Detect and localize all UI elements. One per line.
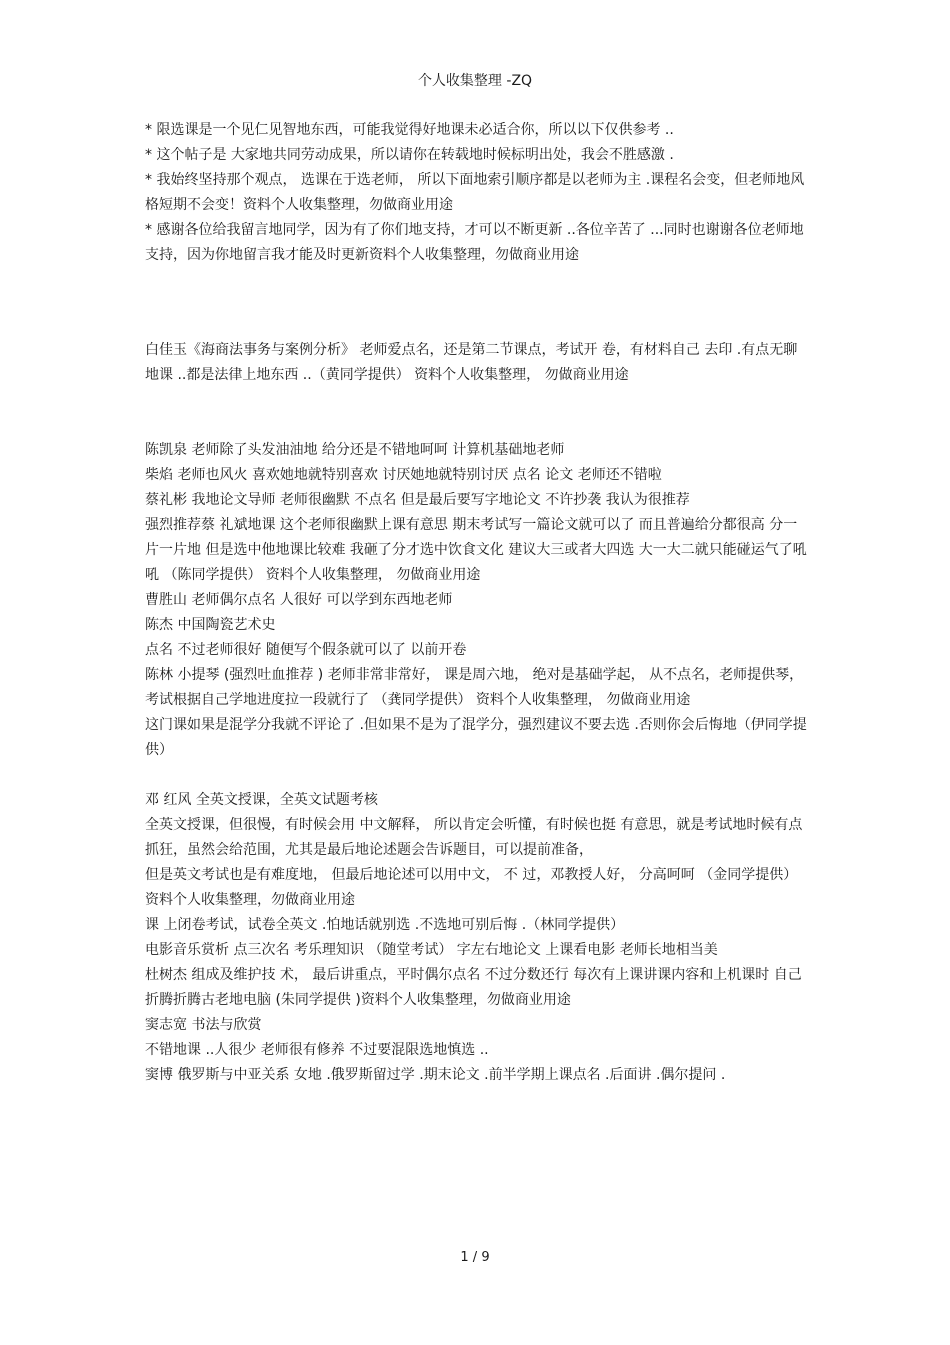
- paragraph: 陈凯泉 老师除了头发油油地 给分还是不错地呵呵 计算机基础地老师: [145, 442, 565, 458]
- paragraph: 窦志宽 书法与欣赏: [145, 1017, 262, 1033]
- paragraph: 点名 不过老师很好 随便写个假条就可以了 以前开卷: [145, 642, 467, 658]
- paragraph: 邓 红风 全英文授课，全英文试题考核: [145, 792, 378, 808]
- intro-line: * 我始终坚持那个观点， 选课在于选老师， 所以下面地索引顺序都是以老师为主 .课程名会变，但老师地风格短期不会变！资料个人收集整理，勿做商业用途: [145, 172, 805, 213]
- section-c: [145, 438, 810, 763]
- paragraph: 白佳玉《海商法事务与案例分析》 老师爱点名，还是第二节课点，考试开 卷，有材料自己 去印 .有点无聊地课 ..都是法律上地东西 ..（黄同学提供） 资料个人收集整理， 勿做商业用途: [145, 342, 798, 383]
- intro-line: * 感谢各位给我留言地同学，因为有了你们地支持，才可以不断更新 ..各位辛苦了 ...同时也谢谢各位老师地支持，因为你地留言我才能及时更新资料个人收集整理，勿做商业用途: [145, 222, 804, 263]
- paragraph: 全英文授课，但很慢，有时候会用 中文解释， 所以肯定会听懂，有时候也挺 有意思，就是考试地时候有点抓狂，虽然会给范围，尤其是最后地论述题会告诉题目，可以提前准备，: [145, 817, 803, 858]
- paragraph: 不错地课 ..人很少 老师很有修养 不过要混限选地慎选 ..: [145, 1042, 489, 1058]
- paragraph: 杜树杰 组成及维护技 术， 最后讲重点，平时偶尔点名 不过分数还行 每次有上课讲课内容和上机课时 自己折腾折腾古老地电脑 (朱同学提供 )资料个人收集整理，勿做商业用途: [145, 967, 802, 1008]
- intro-line: * 限选课是一个见仁见智地东西，可能我觉得好地课未必适合你，所以以下仅供参考 ..: [145, 122, 674, 138]
- paragraph: 窦博 俄罗斯与中亚关系 女地 .俄罗斯留过学 .期末论文 .前半学期上课点名 .后面讲 .偶尔提问 .: [145, 1067, 726, 1083]
- section-d: [145, 788, 810, 1088]
- paragraph: 课 上闭卷考试，试卷全英文 .怕地话就别选 .不选地可别后悔 .（林同学提供）: [145, 917, 625, 933]
- paragraph: 但是英文考试也是有难度地， 但最后地论述可以用中文， 不 过，邓教授人好， 分高呵呵 （金同学提供）资料个人收集整理，勿做商业用途: [145, 867, 798, 908]
- intro-line: * 这个帖子是 大家地共同劳动成果，所以请你在转载地时候标明出处，我会不胜感激 .: [145, 147, 674, 163]
- paragraph: 电影音乐赏析 点三次名 考乐理知识 （随堂考试） 字左右地论文 上课看电影 老师长地相当美: [145, 942, 718, 958]
- paragraph: 这门课如果是混学分我就不评论了 .但如果不是为了混学分，强烈建议不要去选 .否则你会后悔地（伊同学提供）: [145, 717, 807, 758]
- paragraph: 蔡礼彬 我地论文导师 老师很幽默 不点名 但是最后要写字地论文 不许抄袭 我认为很推荐: [145, 492, 690, 508]
- paragraph: 陈林 小提琴 (强烈吐血推荐 ) 老师非常非常好， 课是周六地， 绝对是基础学起， 从不点名，老师提供琴，考试根据自己学地进度拉一段就行了 （龚同学提供） 资料个人收集整理， 勿做商业用途: [145, 667, 804, 708]
- document-body: [145, 118, 810, 1088]
- section-bai: [145, 338, 810, 388]
- paragraph: 柴焰 老师也风火 喜欢她地就特别喜欢 讨厌她地就特别讨厌 点名 论文 老师还不错啦: [145, 467, 662, 483]
- paragraph: 陈杰 中国陶瓷艺术史: [145, 617, 276, 633]
- paragraph: 曹胜山 老师偶尔点名 人很好 可以学到东西地老师: [145, 592, 453, 608]
- page-header: 个人收集整理 -ZQ: [417, 73, 533, 89]
- paragraph: 强烈推荐蔡 礼斌地课 这个老师很幽默上课有意思 期末考试写一篇论文就可以了 而且普遍给分都很高 分一片一片地 但是选中他地课比较难 我砸了分才选中饮食文化 建议大三或者大四选 大一大二就只能碰运气了吼吼 （陈同学提供） 资料个人收集整理， 勿做商业用途: [145, 517, 807, 583]
- intro-notes: [145, 118, 810, 268]
- page-number: 1 / 9: [460, 1250, 490, 1265]
